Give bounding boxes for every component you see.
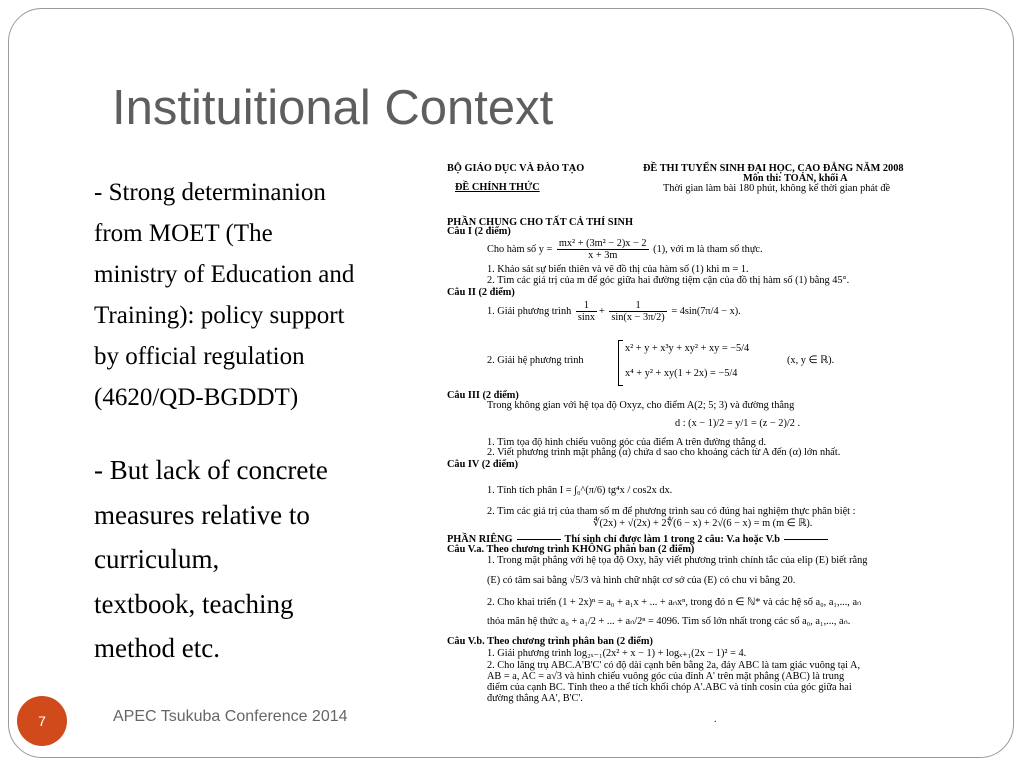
exam-q1-function — [487, 238, 763, 261]
bullet-paragraph-1 — [94, 172, 424, 418]
exam-item: 1. Giải phương trình log₂ₓ₋₁(2x² + x − 1) + logₓ₊₁(2x − 1)² = 4. — [487, 648, 747, 659]
exam-item: 2. Viết phương trình mặt phẳng (α) chứa d sao cho khoảng cách từ A đến (α) lớn nhất. — [487, 447, 841, 458]
exam-item: 2. Cho lăng trụ ABC.A'B'C' có độ dài cạnh bên bằng 2a, đáy ABC là tam giác vuông tại A, — [487, 660, 861, 671]
exam-duration: Thời gian làm bài 180 phút, không kể thời gian phát đề — [663, 183, 891, 194]
paragraph-line: - Strong determinanion — [94, 179, 326, 206]
exam-subject: Môn thi: TOÁN, khối A — [743, 173, 848, 184]
exam-item: đường thẳng AA', B'C'. — [487, 693, 583, 704]
fraction-den: sinx — [577, 312, 595, 323]
q2-1-lead: 1. Giải phương trình — [487, 305, 572, 317]
q1-fraction — [557, 238, 649, 261]
q2-fraction-1 — [576, 300, 597, 323]
paragraph-line: from MOET (The — [94, 220, 273, 247]
q1-tail: (1), với m là tham số thực. — [653, 243, 763, 255]
q1-lead: Cho hàm số y = — [487, 243, 553, 255]
exam-section-common: PHẦN CHUNG CHO TẤT CẢ THÍ SINH — [447, 217, 633, 228]
exam-item: điểm của cạnh BC. Tính theo a thể tích khối chóp A'.ABC và tính cosin của góc giữa hai — [487, 682, 852, 693]
exam-q4-1 — [487, 485, 672, 497]
exam-q2-2-eq1: x² + y + x³y + xy² + xy = −5/4 — [625, 343, 750, 354]
exam-line-equation: d : (x − 1)/2 = y/1 = (z − 2)/2 . — [675, 418, 801, 429]
footer-text: APEC Tsukuba Conference 2014 — [113, 708, 348, 725]
exam-question-title: Câu I (2 điểm) — [447, 226, 511, 237]
exam-paper-image — [447, 160, 982, 715]
exam-item: (E) có tâm sai bằng √5/3 và hình chữ nhật cơ sở của (E) có chu vi bằng 20. — [487, 575, 796, 586]
exam-question-title: Câu V.a. Theo chương trình KHÔNG phân ban (2 điểm) — [447, 544, 695, 555]
q2-fraction-2 — [609, 300, 666, 323]
divider-rule — [784, 539, 828, 540]
section-private-label: PHẦN RIÊNG — [447, 534, 513, 545]
system-brace — [618, 340, 623, 386]
exam-item: AB = a, AC = a√3 và hình chiếu vuông góc của đỉnh A' trên mặt phẳng (ABC) là trung — [487, 671, 845, 682]
exam-item: 1. Tìm tọa độ hình chiếu vuông góc của điểm A trên đường thẳng d. — [487, 437, 767, 448]
exam-q2-2-eq2: x⁴ + y² + xy(1 + 2x) = −5/4 — [625, 368, 738, 379]
exam-q2-2-tail: (x, y ∈ ℝ). — [787, 355, 835, 366]
paragraph-line: ministry of Education and — [94, 261, 355, 288]
exam-official-label: ĐỀ CHÍNH THỨC — [455, 182, 540, 193]
end-mark: . — [714, 714, 717, 725]
exam-question-title: Câu II (2 điểm) — [447, 287, 515, 298]
section-private-note: Thí sinh chỉ được làm 1 trong 2 câu: V.a hoặc V.b — [564, 534, 781, 545]
exam-item: 1. Trong mặt phẳng với hệ tọa độ Oxy, hãy viết phương trình chính tắc của elip (E) biết rằng — [487, 555, 868, 566]
q4-1-lead: 1. Tính tích phân I = — [487, 485, 572, 496]
paragraph-line: by official regulation — [94, 343, 305, 370]
exam-item: 2. Tìm các giá trị của tham số m để phương trình sau có đúng hai nghiệm thực phân biệt : — [487, 506, 856, 517]
exam-item: Trong không gian với hệ tọa độ Oxyz, cho điểm A(2; 5; 3) và đường thẳng — [487, 400, 795, 411]
paragraph-line: - But lack of concrete — [94, 455, 328, 485]
slide-title: Instituitional Context — [112, 81, 554, 135]
exam-question-title: Câu III (2 điểm) — [447, 390, 519, 401]
exam-q4-2-equation: ∜(2x) + √(2x) + 2∜(6 − x) + 2√(6 − x) = m (m ∈ ℝ). — [593, 518, 813, 529]
exam-item: thỏa mãn hệ thức a₀ + a₁/2 + ... + aₙ/2ⁿ = 4096. Tìm số lớn nhất trong các số a₀, a₁,..., aₙ. — [487, 616, 851, 627]
paragraph-line: textbook, teaching — [94, 588, 294, 619]
fraction-den: sin(x − 3π/2) — [611, 312, 665, 323]
exam-q2-1: 1. Giải phương trình $\frac{1}{\sin x}$ + $\frac{1}{\sin(x - 3\pi/2)}$ = 4sin(7π/4 − x). — [487, 300, 741, 323]
paragraph-line: measures relative to — [94, 499, 310, 530]
page-number-badge: 7 — [17, 696, 67, 746]
exam-question-title: Câu V.b. Theo chương trình phân ban (2 điểm) — [447, 636, 653, 647]
paragraph-line: method etc. — [94, 633, 220, 663]
divider-rule — [517, 539, 561, 540]
exam-question-title: Câu IV (2 điểm) — [447, 459, 519, 470]
exam-item: 2. Tìm các giá trị của m để góc giữa hai đường tiệm cận của đồ thị hàm số (1) bằng 45°. — [487, 275, 850, 286]
fraction-num: 1 — [576, 300, 597, 312]
exam-item: 2. Cho khai triển (1 + 2x)ⁿ = a₀ + a₁x + ... + aₙxⁿ, trong đó n ∈ ℕ* và các hệ số a₀, a₁,..., aₙ — [487, 597, 862, 608]
exam-ministry: BỘ GIÁO DỤC VÀ ĐÀO TẠO — [447, 163, 585, 174]
exam-q2-2-lead: 2. Giải hệ phương trình — [487, 355, 584, 366]
paragraph-line: Training): policy support — [94, 302, 345, 329]
q2-1-rhs: = 4sin(7π/4 − x). — [671, 305, 741, 317]
q1-denominator: x + 3m — [588, 250, 618, 261]
q4-1-integral: ∫₀^(π/6) tg⁴x / cos2x dx. — [574, 485, 673, 496]
paragraph-line: (4620/QD-BGDDT) — [94, 384, 299, 411]
exam-item: 1. Khảo sát sự biến thiên và vẽ đồ thị của hàm số (1) khi m = 1. — [487, 264, 749, 275]
exam-title: ĐỀ THI TUYỂN SINH ĐẠI HỌC, CAO ĐẲNG NĂM 2008 — [643, 163, 904, 174]
fraction-num: 1 — [609, 300, 666, 312]
bullet-paragraph-2 — [94, 448, 424, 671]
paragraph-line: curriculum, — [94, 544, 220, 574]
q1-numerator: mx² + (3m² − 2)x − 2 — [558, 238, 647, 249]
